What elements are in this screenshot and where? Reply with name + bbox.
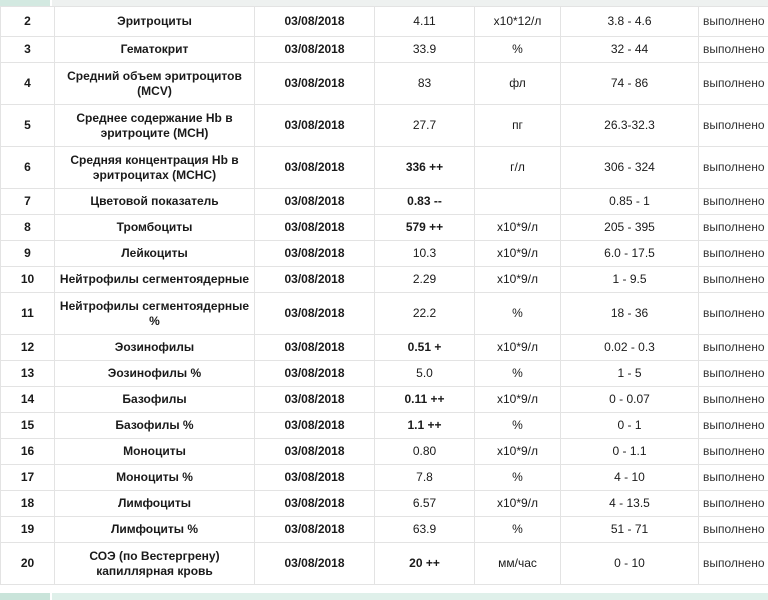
row-number: 17 (1, 465, 55, 491)
reference-range: 0 - 1 (561, 413, 699, 439)
test-date: 03/08/2018 (255, 147, 375, 189)
reference-range: 205 - 395 (561, 215, 699, 241)
reference-range: 32 - 44 (561, 37, 699, 63)
test-value: 4.11 (375, 7, 475, 37)
table-row (1, 387, 768, 413)
row-number: 10 (1, 267, 55, 293)
test-unit: % (475, 465, 561, 491)
reference-range: 0 - 10 (561, 543, 699, 585)
test-date: 03/08/2018 (255, 189, 375, 215)
test-value: 579 ++ (375, 215, 475, 241)
reference-range: 0.85 - 1 (561, 189, 699, 215)
reference-range: 74 - 86 (561, 63, 699, 105)
test-name: Среднее содержание Hb в эритроците (MCH) (55, 105, 255, 147)
reference-range: 0.02 - 0.3 (561, 335, 699, 361)
test-name: Эозинофилы (55, 335, 255, 361)
test-value: 0.51 + (375, 335, 475, 361)
test-unit: x10*9/л (475, 335, 561, 361)
test-name: Тромбоциты (55, 215, 255, 241)
test-date: 03/08/2018 (255, 361, 375, 387)
table-row (1, 491, 768, 517)
test-status: выполнено (699, 335, 768, 361)
test-date: 03/08/2018 (255, 413, 375, 439)
table-row (1, 413, 768, 439)
test-date: 03/08/2018 (255, 63, 375, 105)
test-unit: % (475, 517, 561, 543)
test-date: 03/08/2018 (255, 439, 375, 465)
test-status: выполнено (699, 543, 768, 585)
table-row (1, 543, 768, 585)
test-value: 10.3 (375, 241, 475, 267)
test-unit: % (475, 293, 561, 335)
test-unit: x10*9/л (475, 491, 561, 517)
test-unit: фл (475, 63, 561, 105)
test-value: 22.2 (375, 293, 475, 335)
reference-range: 4 - 10 (561, 465, 699, 491)
test-name: Гематокрит (55, 37, 255, 63)
test-name: Цветовой показатель (55, 189, 255, 215)
test-unit: x10*9/л (475, 267, 561, 293)
test-date: 03/08/2018 (255, 37, 375, 63)
table-row (1, 63, 768, 105)
test-status: выполнено (699, 105, 768, 147)
table-row (1, 361, 768, 387)
test-name: Эозинофилы % (55, 361, 255, 387)
test-status: выполнено (699, 465, 768, 491)
bottom-border (0, 593, 768, 600)
table-row (1, 105, 768, 147)
test-unit: x10*12/л (475, 7, 561, 37)
test-status: выполнено (699, 63, 768, 105)
test-value: 0.11 ++ (375, 387, 475, 413)
table-row (1, 267, 768, 293)
test-status: выполнено (699, 439, 768, 465)
test-name: Средний объем эритроцитов (MCV) (55, 63, 255, 105)
reference-range: 18 - 36 (561, 293, 699, 335)
test-status: выполнено (699, 7, 768, 37)
test-date: 03/08/2018 (255, 491, 375, 517)
test-status: выполнено (699, 37, 768, 63)
test-unit: x10*9/л (475, 215, 561, 241)
test-unit: % (475, 37, 561, 63)
test-status: выполнено (699, 491, 768, 517)
test-name: Эритроциты (55, 7, 255, 37)
test-date: 03/08/2018 (255, 241, 375, 267)
test-value: 1.1 ++ (375, 413, 475, 439)
test-unit: пг (475, 105, 561, 147)
row-number: 7 (1, 189, 55, 215)
test-status: выполнено (699, 413, 768, 439)
test-value: 2.29 (375, 267, 475, 293)
test-name: Лимфоциты (55, 491, 255, 517)
table-row (1, 465, 768, 491)
test-status: выполнено (699, 147, 768, 189)
reference-range: 3.8 - 4.6 (561, 7, 699, 37)
table-body (1, 7, 768, 585)
table-row (1, 335, 768, 361)
row-number: 6 (1, 147, 55, 189)
row-number: 13 (1, 361, 55, 387)
test-unit: x10*9/л (475, 241, 561, 267)
test-value: 83 (375, 63, 475, 105)
table-row (1, 189, 768, 215)
test-unit: % (475, 413, 561, 439)
table-row (1, 147, 768, 189)
row-number: 9 (1, 241, 55, 267)
row-number: 4 (1, 63, 55, 105)
row-number: 5 (1, 105, 55, 147)
test-status: выполнено (699, 215, 768, 241)
table-row (1, 7, 768, 37)
test-date: 03/08/2018 (255, 215, 375, 241)
test-name: Моноциты % (55, 465, 255, 491)
reference-range: 4 - 13.5 (561, 491, 699, 517)
test-value: 33.9 (375, 37, 475, 63)
reference-range: 51 - 71 (561, 517, 699, 543)
reference-range: 26.3-32.3 (561, 105, 699, 147)
test-status: выполнено (699, 387, 768, 413)
table-row (1, 241, 768, 267)
test-date: 03/08/2018 (255, 105, 375, 147)
lab-results-table (0, 6, 768, 585)
test-value: 0.83 -- (375, 189, 475, 215)
reference-range: 306 - 324 (561, 147, 699, 189)
table-row (1, 293, 768, 335)
test-date: 03/08/2018 (255, 293, 375, 335)
test-date: 03/08/2018 (255, 267, 375, 293)
test-value: 20 ++ (375, 543, 475, 585)
row-number: 18 (1, 491, 55, 517)
test-date: 03/08/2018 (255, 7, 375, 37)
test-name: Средняя концентрация Hb в эритроцитах (MCHC) (55, 147, 255, 189)
test-date: 03/08/2018 (255, 335, 375, 361)
test-status: выполнено (699, 361, 768, 387)
reference-range: 1 - 9.5 (561, 267, 699, 293)
reference-range: 0 - 0.07 (561, 387, 699, 413)
test-name: Базофилы % (55, 413, 255, 439)
test-name: Лимфоциты % (55, 517, 255, 543)
test-status: выполнено (699, 267, 768, 293)
test-value: 0.80 (375, 439, 475, 465)
test-value: 336 ++ (375, 147, 475, 189)
table-row (1, 439, 768, 465)
test-date: 03/08/2018 (255, 465, 375, 491)
test-unit: г/л (475, 147, 561, 189)
test-date: 03/08/2018 (255, 543, 375, 585)
row-number: 20 (1, 543, 55, 585)
row-number: 2 (1, 7, 55, 37)
test-value: 6.57 (375, 491, 475, 517)
test-value: 27.7 (375, 105, 475, 147)
row-number: 12 (1, 335, 55, 361)
row-number: 15 (1, 413, 55, 439)
test-unit (475, 189, 561, 215)
reference-range: 0 - 1.1 (561, 439, 699, 465)
table-row (1, 37, 768, 63)
table-row (1, 215, 768, 241)
test-status: выполнено (699, 293, 768, 335)
row-number: 16 (1, 439, 55, 465)
test-unit: мм/час (475, 543, 561, 585)
test-date: 03/08/2018 (255, 387, 375, 413)
test-name: Лейкоциты (55, 241, 255, 267)
reference-range: 6.0 - 17.5 (561, 241, 699, 267)
test-name: Моноциты (55, 439, 255, 465)
row-number: 3 (1, 37, 55, 63)
row-number: 19 (1, 517, 55, 543)
test-name: СОЭ (по Вестергрену) капиллярная кровь (55, 543, 255, 585)
test-unit: x10*9/л (475, 387, 561, 413)
reference-range: 1 - 5 (561, 361, 699, 387)
test-status: выполнено (699, 517, 768, 543)
test-status: выполнено (699, 241, 768, 267)
test-date: 03/08/2018 (255, 517, 375, 543)
test-value: 63.9 (375, 517, 475, 543)
test-name: Нейтрофилы сегментоядерные (55, 267, 255, 293)
test-unit: x10*9/л (475, 439, 561, 465)
test-name: Нейтрофилы сегментоядерные % (55, 293, 255, 335)
test-status: выполнено (699, 189, 768, 215)
table-row (1, 517, 768, 543)
row-number: 11 (1, 293, 55, 335)
row-number: 14 (1, 387, 55, 413)
test-unit: % (475, 361, 561, 387)
test-value: 7.8 (375, 465, 475, 491)
test-name: Базофилы (55, 387, 255, 413)
row-number: 8 (1, 215, 55, 241)
test-value: 5.0 (375, 361, 475, 387)
